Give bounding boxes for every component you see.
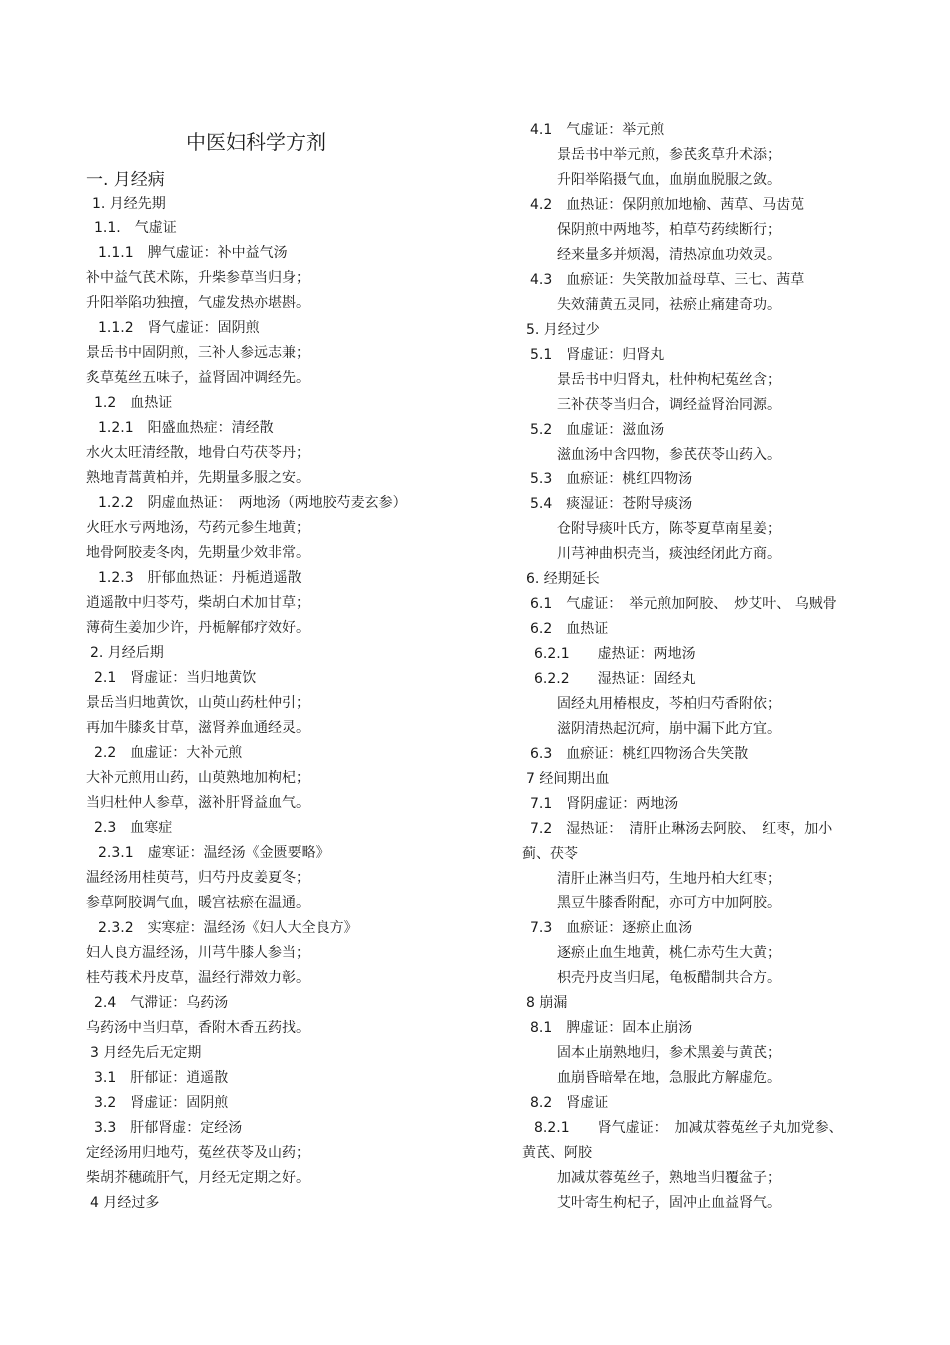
subsection-heading: 7.1 肾阴虚证：两地汤	[530, 796, 679, 812]
formula-verse: 熟地青蒿黄柏并，先期量多服之安。	[86, 470, 310, 486]
subsection-heading-continued: 蓟、茯苓	[522, 846, 578, 862]
formula-verse: 定经汤用归地芍，菟丝茯苓及山药；	[86, 1145, 310, 1161]
formula-verse: 黑豆牛膝香附配，亦可方中加阿胶。	[557, 895, 781, 911]
formula-verse: 保阴煎中两地芩，柏草芍药续断行；	[557, 222, 781, 238]
formula-verse: 固本止崩熟地归，参术黑姜与黄芪；	[557, 1045, 781, 1061]
subsection-heading: 4.2 血热证：保阴煎加地榆、茜草、马齿苋	[530, 197, 805, 213]
subsection-heading: 5.2 血虚证：滋血汤	[530, 422, 665, 438]
chapter-heading: 一. 月经病	[86, 170, 165, 190]
formula-verse: 妇人良方温经汤，川芎牛膝人参当；	[86, 945, 310, 961]
formula-verse: 景岳书中固阴煎，三补人参远志兼；	[86, 345, 310, 361]
section-heading: 1. 月经先期	[92, 196, 166, 212]
formula-verse: 枳壳丹皮当归尾，龟板醋制共合方。	[557, 970, 781, 986]
syndrome-heading: 6.2.1 虚热证：两地汤	[534, 646, 696, 662]
formula-verse: 景岳当归地黄饮，山萸山药杜仲引；	[86, 695, 310, 711]
subsection-heading: 5.3 血瘀证：桃红四物汤	[530, 471, 693, 487]
formula-verse: 补中益气芪术陈，升柴参草当归身；	[86, 270, 310, 286]
subsection-heading: 8.1 脾虚证：固本止崩汤	[530, 1020, 693, 1036]
section-heading: 5. 月经过少	[526, 322, 600, 338]
formula-verse: 滋血汤中含四物，参芪茯苓山药入。	[557, 447, 781, 463]
formula-verse: 再加牛膝炙甘草，滋肾养血通经灵。	[86, 720, 310, 736]
subsection-heading: 1.2 血热证	[94, 395, 173, 411]
syndrome-heading: 1.2.2 阴虚血热证： 两地汤（两地胶芍麦玄参）	[98, 495, 407, 511]
section-heading: 3 月经先后无定期	[90, 1045, 202, 1061]
subsection-heading: 6.3 血瘀证：桃红四物汤合失笑散	[530, 746, 749, 762]
formula-verse: 逍遥散中归苓芍，柴胡白术加甘草；	[86, 595, 310, 611]
subsection-heading: 1.1. 气虚证	[94, 220, 177, 236]
syndrome-heading-continued: 黄芪、阿胶	[522, 1145, 592, 1161]
formula-verse: 升阳举陷摄气血，血崩血脱服之敛。	[557, 172, 781, 188]
formula-verse: 景岳书中举元煎，参芪炙草升术添；	[557, 147, 781, 163]
formula-verse: 温经汤用桂萸芎，归芍丹皮姜夏冬；	[86, 870, 310, 886]
formula-verse: 失效蒲黄五灵同，祛瘀止痛建奇功。	[557, 297, 781, 313]
subsection-heading: 3.2 肾虚证：固阴煎	[94, 1095, 229, 1111]
subsection-heading: 2.1 肾虚证：当归地黄饮	[94, 670, 257, 686]
formula-verse: 经来量多并烦渴，清热凉血功效灵。	[557, 247, 781, 263]
section-heading: 6. 经期延长	[526, 571, 600, 587]
subsection-heading: 3.1 肝郁证：逍遥散	[94, 1070, 229, 1086]
formula-verse: 地骨阿胶麦冬肉，先期量少效非常。	[86, 545, 310, 561]
formula-verse: 清肝止淋当归芍，生地丹柏大红枣；	[557, 871, 781, 887]
formula-verse: 滋阴清热起沉疴，崩中漏下此方宜。	[557, 721, 781, 737]
formula-verse: 炙草菟丝五味子，益肾固冲调经先。	[86, 370, 310, 386]
syndrome-heading: 2.3.2 实寒症：温经汤《妇人大全良方》	[98, 920, 358, 936]
formula-verse: 升阳举陷功独擅，气虚发热亦堪斟。	[86, 295, 310, 311]
formula-verse: 加减苁蓉菟丝子，熟地当归覆盆子；	[557, 1170, 781, 1186]
formula-verse: 固经丸用椿根皮，芩柏归芍香附依；	[557, 696, 781, 712]
syndrome-heading: 1.1.1 脾气虚证：补中益气汤	[98, 245, 288, 261]
syndrome-heading: 6.2.2 湿热证：固经丸	[534, 671, 696, 687]
formula-verse: 逐瘀止血生地黄，桃仁赤芍生大黄；	[557, 945, 781, 961]
subsection-heading: 3.3 肝郁肾虚：定经汤	[94, 1120, 243, 1136]
formula-verse: 三补茯苓当归合，调经益肾治同源。	[557, 397, 781, 413]
page-title: 中医妇科学方剂	[186, 130, 326, 154]
syndrome-heading: 2.3.1 虚寒证：温经汤《金匮要略》	[98, 845, 330, 861]
section-heading: 8 崩漏	[526, 995, 568, 1011]
subsection-heading: 4.3 血瘀证：失笑散加益母草、三七、茜草	[530, 272, 805, 288]
subsection-heading: 5.1 肾虚证：归肾丸	[530, 347, 665, 363]
subsection-heading: 4.1 气虚证：举元煎	[530, 122, 665, 138]
formula-verse: 川芎神曲枳壳当，痰浊经闭此方商。	[557, 546, 781, 562]
syndrome-heading: 1.1.2 肾气虚证：固阴煎	[98, 320, 260, 336]
formula-verse: 柴胡芥穗疏肝气，月经无定期之好。	[86, 1170, 310, 1186]
subsection-heading: 7.2 湿热证： 清肝止琳汤去阿胶、 红枣，加小	[530, 821, 833, 837]
subsection-heading: 6.1 气虚证： 举元煎加阿胶、 炒艾叶、 乌贼骨	[530, 596, 837, 612]
section-heading: 4 月经过多	[90, 1195, 160, 1211]
section-heading: 2. 月经后期	[90, 645, 164, 661]
formula-verse: 参草阿胶调气血，暖宫祛瘀在温通。	[86, 895, 310, 911]
formula-verse: 薄荷生姜加少许，丹栀解郁疗效好。	[86, 620, 310, 636]
formula-verse: 水火太旺清经散，地骨白芍茯苓丹；	[86, 445, 310, 461]
formula-verse: 艾叶寄生枸杞子，固冲止血益肾气。	[557, 1195, 781, 1211]
formula-verse: 乌药汤中当归草，香附木香五药找。	[86, 1020, 310, 1036]
syndrome-heading: 1.2.1 阳盛血热症：清经散	[98, 420, 274, 436]
subsection-heading: 2.3 血寒症	[94, 820, 173, 836]
subsection-heading: 2.2 血虚证：大补元煎	[94, 745, 243, 761]
formula-verse: 景岳书中归肾丸，杜仲枸杞菟丝含；	[557, 372, 781, 388]
formula-verse: 血崩昏暗晕在地，急服此方解虚危。	[557, 1070, 781, 1086]
formula-verse: 火旺水亏两地汤，芍药元参生地黄；	[86, 520, 310, 536]
formula-verse: 桂芍莪术丹皮草，温经行滞效力彰。	[86, 970, 310, 986]
formula-verse: 大补元煎用山药，山萸熟地加枸杞；	[86, 770, 310, 786]
syndrome-heading: 8.2.1 肾气虚证： 加减苁蓉菟丝子丸加党参、	[534, 1120, 843, 1136]
subsection-heading: 5.4 痰湿证：苍附导痰汤	[530, 496, 693, 512]
syndrome-heading: 1.2.3 肝郁血热证：丹栀逍遥散	[98, 570, 302, 586]
subsection-heading: 6.2 血热证	[530, 621, 609, 637]
formula-verse: 仓附导痰叶氏方，陈苓夏草南星姜；	[557, 521, 781, 537]
subsection-heading: 7.3 血瘀证：逐瘀止血汤	[530, 920, 693, 936]
subsection-heading: 8.2 肾虚证	[530, 1095, 609, 1111]
formula-verse: 当归杜仲人参草，滋补肝肾益血气。	[86, 795, 310, 811]
section-heading: 7 经间期出血	[526, 771, 610, 787]
subsection-heading: 2.4 气滞证：乌药汤	[94, 995, 229, 1011]
